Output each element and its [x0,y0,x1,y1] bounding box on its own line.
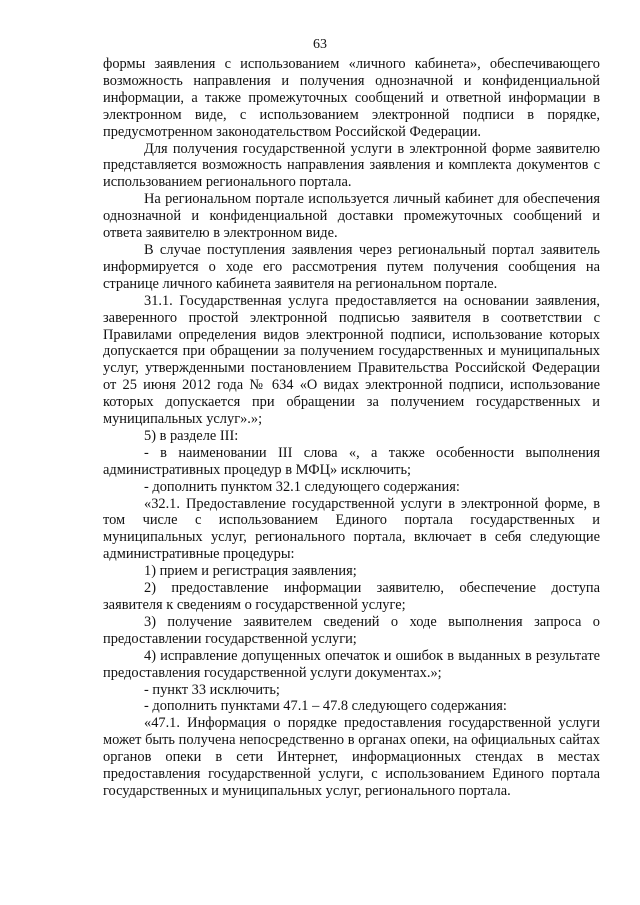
paragraph-add-47: - дополнить пунктами 47.1 – 47.8 следующего содержания: [144,698,507,715]
paragraph-32-1: «32.1. Предоставление государственной услуги в электронной форме, в том числе с использованием Единого портала государственных и муниципальных услуг, регионального портала, включает в себя следующие административные процедуры: [103,495,600,563]
document-body [103,56,600,800]
page-number: 63 [313,37,327,52]
paragraph-continuation: формы заявления с использованием «личного кабинета», обеспечивающего возможность направления и получения однозначной и конфиденциальной информации, а также промежуточных сообщений и ответной информации в электронном виде, с использованием электронной подписи в порядке, предусмотренном законодательством Российской Федерации. [103,56,600,140]
paragraph-personal-cabinet: На региональном портале используется личный кабинет для обеспечения однозначной и конфиденциальной доставки промежуточных сообщений и ответа заявителю в электронном виде. [103,191,600,242]
list-item-4: 4) исправление допущенных опечаток и ошибок в выданных в результате предоставления государственной услуги документах.»; [103,647,600,681]
paragraph-47-1: «47.1. Информация о порядке предоставления государственной услуги может быть получена непосредственно в органах опеки, на официальных сайтах органов опеки в сети Интернет, информационных стендах в местах предоставления государственной услуги, с использованием Единого портала государственных и муниципальных услуг, регионального портала. [103,715,600,799]
paragraph-31-1: 31.1. Государственная услуга предоставляется на основании заявления, заверенного простой электронной подписью заявителя в соответствии с Правилами определения видов электронной подписи, использование которых допускается при обращении за получением государственных и муниципальных услуг, утвержденными постановлением Правительства Российской Федерации от 25 июня 2012 года № 634 «О видах электронной подписи, использование которых допускается при обращении за получением государственных и муниципальных услуг».»; [103,292,600,428]
paragraph-section-3: 5) в разделе III: [144,427,239,444]
list-item-3: 3) получение заявителем сведений о ходе выполнения запроса о предоставлении государственной услуги; [103,613,600,647]
list-item-2: 2) предоставление информации заявителю, обеспечение доступа заявителя к сведениям о государственной услуге; [103,580,600,613]
paragraph-portal-notification: В случае поступления заявления через региональный портал заявитель информируется о ходе его рассмотрения путем получения сообщения на странице личного кабинета заявителя на региональном портале. [103,241,600,292]
paragraph-add-32-1: - дополнить пунктом 32.1 следующего содержания: [144,478,460,495]
list-item-1: 1) прием и регистрация заявления; [144,563,357,580]
paragraph-electronic-form: Для получения государственной услуги в электронной форме заявителю представляется возможность направления заявления и комплекта документов с использованием регионального портала. [103,140,600,191]
paragraph-delete-33: - пункт 33 исключить; [144,681,280,698]
paragraph-section-3-title: - в наименовании III слова «, а также особенности выполнения административных процедур в МФЦ» исключить; [103,444,600,478]
